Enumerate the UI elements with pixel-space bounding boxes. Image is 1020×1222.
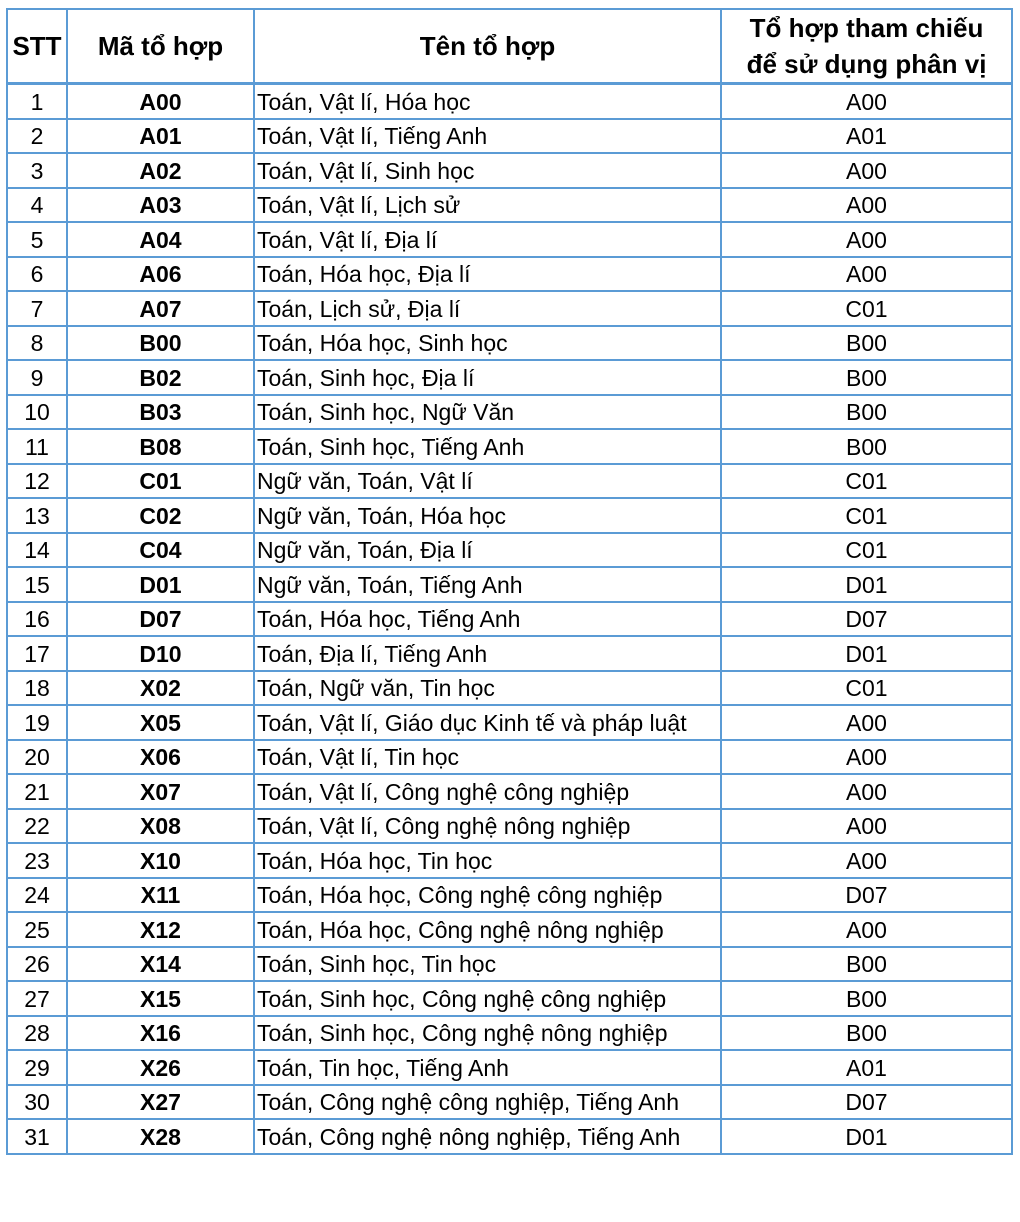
row-name-cell: Toán, Địa lí, Tiếng Anh [254,636,721,671]
row-name-cell: Toán, Ngữ văn, Tin học [254,671,721,706]
row-reference-cell: B00 [721,429,1012,464]
row-code-cell: B02 [67,360,254,395]
row-reference-cell: C01 [721,464,1012,499]
table-row [7,1119,1012,1154]
row-reference-cell: A00 [721,740,1012,775]
table-row [7,636,1012,671]
row-code-cell: X02 [67,671,254,706]
row-reference-cell: B00 [721,360,1012,395]
row-stt-cell: 12 [7,464,67,499]
row-stt-cell: 6 [7,257,67,292]
row-name-cell: Ngữ văn, Toán, Vật lí [254,464,721,499]
table-row [7,464,1012,499]
row-code-cell: D07 [67,602,254,637]
row-stt-cell: 24 [7,878,67,913]
table-row [7,429,1012,464]
row-stt-cell: 26 [7,947,67,982]
subject-combination-table [6,8,1013,1155]
row-reference-cell: D07 [721,878,1012,913]
row-code-cell: X05 [67,705,254,740]
row-name-cell: Toán, Sinh học, Công nghệ công nghiệp [254,981,721,1016]
row-name-cell: Ngữ văn, Toán, Hóa học [254,498,721,533]
table-row [7,119,1012,154]
row-stt-cell: 19 [7,705,67,740]
row-stt-cell: 31 [7,1119,67,1154]
row-name-cell: Toán, Sinh học, Địa lí [254,360,721,395]
row-reference-cell: D07 [721,1085,1012,1120]
row-name-cell: Toán, Vật lí, Công nghệ nông nghiệp [254,809,721,844]
table-row [7,947,1012,982]
header-reference-line2: để sử dụng phân vị [746,49,987,79]
row-name-cell: Toán, Hóa học, Công nghệ nông nghiệp [254,912,721,947]
header-stt: STT [7,9,67,84]
row-stt-cell: 2 [7,119,67,154]
table-row [7,567,1012,602]
table-row [7,498,1012,533]
row-stt-cell: 15 [7,567,67,602]
row-name-cell: Toán, Công nghệ nông nghiệp, Tiếng Anh [254,1119,721,1154]
row-code-cell: X11 [67,878,254,913]
row-name-cell: Toán, Vật lí, Công nghệ công nghiệp [254,774,721,809]
row-code-cell: C02 [67,498,254,533]
row-reference-cell: B00 [721,326,1012,361]
row-code-cell: A06 [67,257,254,292]
row-stt-cell: 8 [7,326,67,361]
row-reference-cell: A00 [721,188,1012,223]
header-row [7,9,1012,84]
row-code-cell: X14 [67,947,254,982]
row-name-cell: Toán, Hóa học, Địa lí [254,257,721,292]
table-row [7,153,1012,188]
row-stt-cell: 11 [7,429,67,464]
row-code-cell: A07 [67,291,254,326]
row-reference-cell: C01 [721,533,1012,568]
row-reference-cell: D01 [721,567,1012,602]
row-reference-cell: A01 [721,119,1012,154]
row-code-cell: X12 [67,912,254,947]
row-reference-cell: B00 [721,1016,1012,1051]
row-reference-cell: C01 [721,498,1012,533]
row-reference-cell: A00 [721,705,1012,740]
table-row [7,360,1012,395]
row-code-cell: X15 [67,981,254,1016]
table-row [7,774,1012,809]
row-reference-cell: A00 [721,809,1012,844]
table-row [7,1085,1012,1120]
row-code-cell: X27 [67,1085,254,1120]
row-stt-cell: 29 [7,1050,67,1085]
row-reference-cell: A00 [721,84,1012,119]
header-reference-line1: Tổ hợp tham chiếu [749,13,984,43]
row-name-cell: Toán, Công nghệ công nghiệp, Tiếng Anh [254,1085,721,1120]
row-name-cell: Toán, Hóa học, Tin học [254,843,721,878]
table-row [7,84,1012,119]
document-page [6,8,1013,1155]
row-name-cell: Toán, Hóa học, Sinh học [254,326,721,361]
row-reference-cell: A00 [721,912,1012,947]
table-row [7,912,1012,947]
row-code-cell: A00 [67,84,254,119]
table-row [7,533,1012,568]
row-stt-cell: 1 [7,84,67,119]
row-stt-cell: 17 [7,636,67,671]
row-code-cell: X08 [67,809,254,844]
row-stt-cell: 22 [7,809,67,844]
row-reference-cell: D01 [721,636,1012,671]
row-code-cell: A01 [67,119,254,154]
table-row [7,602,1012,637]
row-name-cell: Toán, Lịch sử, Địa lí [254,291,721,326]
row-stt-cell: 28 [7,1016,67,1051]
row-reference-cell: B00 [721,395,1012,430]
row-code-cell: X10 [67,843,254,878]
row-code-cell: C01 [67,464,254,499]
row-reference-cell: D01 [721,1119,1012,1154]
row-reference-cell: A01 [721,1050,1012,1085]
row-stt-cell: 14 [7,533,67,568]
row-name-cell: Toán, Vật lí, Địa lí [254,222,721,257]
row-stt-cell: 13 [7,498,67,533]
row-reference-cell: A00 [721,153,1012,188]
row-code-cell: D10 [67,636,254,671]
row-code-cell: A04 [67,222,254,257]
table-row [7,981,1012,1016]
table-row [7,188,1012,223]
table-row [7,843,1012,878]
row-code-cell: A02 [67,153,254,188]
row-reference-cell: A00 [721,843,1012,878]
row-reference-cell: C01 [721,671,1012,706]
row-name-cell: Toán, Sinh học, Ngữ Văn [254,395,721,430]
row-name-cell: Toán, Vật lí, Tin học [254,740,721,775]
row-code-cell: C04 [67,533,254,568]
row-reference-cell: D07 [721,602,1012,637]
table-row [7,740,1012,775]
row-stt-cell: 16 [7,602,67,637]
table-row [7,878,1012,913]
row-name-cell: Ngữ văn, Toán, Tiếng Anh [254,567,721,602]
row-name-cell: Toán, Tin học, Tiếng Anh [254,1050,721,1085]
table-row [7,222,1012,257]
row-code-cell: B08 [67,429,254,464]
row-reference-cell: A00 [721,257,1012,292]
table-body [7,84,1012,1154]
row-reference-cell: A00 [721,222,1012,257]
row-stt-cell: 18 [7,671,67,706]
row-name-cell: Toán, Vật lí, Hóa học [254,84,721,119]
row-reference-cell: C01 [721,291,1012,326]
row-code-cell: X28 [67,1119,254,1154]
row-reference-cell: B00 [721,981,1012,1016]
row-stt-cell: 7 [7,291,67,326]
row-name-cell: Toán, Hóa học, Công nghệ công nghiệp [254,878,721,913]
header-code: Mã tổ hợp [67,9,254,84]
table-row [7,257,1012,292]
row-name-cell: Toán, Vật lí, Tiếng Anh [254,119,721,154]
table-row [7,1016,1012,1051]
table-row [7,326,1012,361]
row-code-cell: X07 [67,774,254,809]
row-code-cell: X26 [67,1050,254,1085]
table-row [7,395,1012,430]
row-stt-cell: 5 [7,222,67,257]
row-stt-cell: 9 [7,360,67,395]
row-name-cell: Toán, Hóa học, Tiếng Anh [254,602,721,637]
table-row [7,809,1012,844]
row-reference-cell: A00 [721,774,1012,809]
row-code-cell: D01 [67,567,254,602]
table-row [7,291,1012,326]
row-name-cell: Ngữ văn, Toán, Địa lí [254,533,721,568]
row-name-cell: Toán, Vật lí, Lịch sử [254,188,721,223]
row-code-cell: A03 [67,188,254,223]
row-stt-cell: 10 [7,395,67,430]
row-code-cell: X06 [67,740,254,775]
row-code-cell: B03 [67,395,254,430]
row-name-cell: Toán, Sinh học, Công nghệ nông nghiệp [254,1016,721,1051]
table-row [7,705,1012,740]
table-header [7,9,1012,84]
row-stt-cell: 30 [7,1085,67,1120]
table-row [7,671,1012,706]
row-name-cell: Toán, Vật lí, Sinh học [254,153,721,188]
row-name-cell: Toán, Sinh học, Tiếng Anh [254,429,721,464]
row-name-cell: Toán, Vật lí, Giáo dục Kinh tế và pháp luật [254,705,721,740]
row-stt-cell: 20 [7,740,67,775]
row-stt-cell: 25 [7,912,67,947]
header-reference [721,9,1012,84]
row-stt-cell: 27 [7,981,67,1016]
row-code-cell: X16 [67,1016,254,1051]
row-stt-cell: 23 [7,843,67,878]
row-reference-cell: B00 [721,947,1012,982]
row-code-cell: B00 [67,326,254,361]
row-stt-cell: 4 [7,188,67,223]
row-name-cell: Toán, Sinh học, Tin học [254,947,721,982]
header-name: Tên tổ hợp [254,9,721,84]
row-stt-cell: 21 [7,774,67,809]
table-row [7,1050,1012,1085]
row-stt-cell: 3 [7,153,67,188]
